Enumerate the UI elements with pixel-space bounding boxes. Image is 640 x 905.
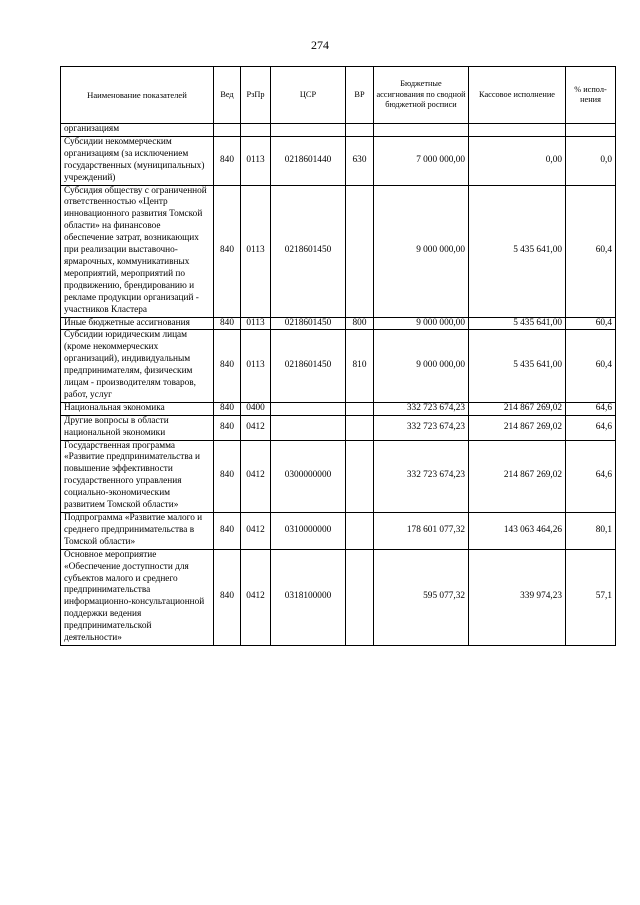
cell-name: Субсидии юридическим лицам (кроме некоммерческих организаций), индивидуальным предпринимателям, физическим лицам - производителям товаров, работ, услуг [61, 330, 214, 402]
cell-vr [346, 402, 374, 415]
cell-name: Субсидия обществу с ограниченной ответственностью «Центр инновационного развития Томской области» на финансовое обеспечение затрат, возникающих при реализации выставочно-ярмарочных, коммуникативных мероприятий, мероприятий по продвижению, брендированию и рекламе продукции организаций - участников Кластера [61, 185, 214, 317]
cell-ved: 840 [214, 513, 241, 550]
cell-rzpr: 0113 [241, 330, 271, 402]
column-header-budget: Бюджетные ассигнования по сводной бюджетной росписи [374, 67, 469, 124]
cell-cash: 214 867 269,02 [469, 402, 566, 415]
column-header-vr: ВР [346, 67, 374, 124]
cell-rzpr: 0412 [241, 415, 271, 440]
cell-cash: 339 974,23 [469, 549, 566, 645]
cell-csr: 0318100000 [271, 549, 346, 645]
table-row [61, 440, 616, 512]
cell-budget: 595 077,32 [374, 549, 469, 645]
table-row [61, 330, 616, 402]
cell-name: организациям [61, 124, 214, 137]
column-header-rzpr: РзПр [241, 67, 271, 124]
cell-vr [346, 513, 374, 550]
column-header-csr: ЦСР [271, 67, 346, 124]
column-header-name: Наименование показателей [61, 67, 214, 124]
cell-percent: 64,6 [566, 440, 616, 512]
cell-rzpr: 0412 [241, 549, 271, 645]
cell-rzpr: 0113 [241, 185, 271, 317]
table-row [61, 124, 616, 137]
cell-csr: 0300000000 [271, 440, 346, 512]
cell-ved: 840 [214, 136, 241, 185]
cell-budget [374, 124, 469, 137]
cell-csr: 0218601450 [271, 330, 346, 402]
cell-cash: 214 867 269,02 [469, 440, 566, 512]
cell-vr [346, 549, 374, 645]
page-number: 274 [311, 38, 329, 52]
cell-vr [346, 440, 374, 512]
table-row [61, 549, 616, 645]
table-body [61, 124, 616, 646]
cell-name: Иные бюджетные ассигнования [61, 317, 214, 330]
table-row [61, 402, 616, 415]
cell-csr: 0218601440 [271, 136, 346, 185]
cell-budget: 332 723 674,23 [374, 440, 469, 512]
cell-percent: 60,4 [566, 185, 616, 317]
cell-percent: 0,0 [566, 136, 616, 185]
cell-budget: 7 000 000,00 [374, 136, 469, 185]
cell-cash: 5 435 641,00 [469, 185, 566, 317]
cell-vr: 630 [346, 136, 374, 185]
cell-ved: 840 [214, 440, 241, 512]
cell-name: Подпрограмма «Развитие малого и среднего предпринимательства в Томской области» [61, 513, 214, 550]
cell-percent [566, 124, 616, 137]
table-header-row [61, 67, 616, 124]
cell-ved: 840 [214, 549, 241, 645]
cell-rzpr: 0400 [241, 402, 271, 415]
cell-csr [271, 124, 346, 137]
cell-budget: 332 723 674,23 [374, 415, 469, 440]
cell-vr [346, 185, 374, 317]
cell-cash: 143 063 464,26 [469, 513, 566, 550]
table-row [61, 136, 616, 185]
cell-name: Основное мероприятие «Обеспечение доступности для субъектов малого и среднего предпринимательства информационно-консультационной поддержки ведения предпринимательской деятельности» [61, 549, 214, 645]
cell-name: Субсидии некоммерческим организациям (за исключением государственных (муниципальных) учреждений) [61, 136, 214, 185]
cell-cash: 214 867 269,02 [469, 415, 566, 440]
cell-ved: 840 [214, 402, 241, 415]
cell-cash: 5 435 641,00 [469, 317, 566, 330]
cell-rzpr: 0113 [241, 136, 271, 185]
table-row [61, 415, 616, 440]
cell-ved: 840 [214, 185, 241, 317]
cell-ved: 840 [214, 330, 241, 402]
cell-name: Другие вопросы в области национальной экономики [61, 415, 214, 440]
table-row [61, 185, 616, 317]
cell-rzpr: 0412 [241, 513, 271, 550]
cell-percent: 64,6 [566, 415, 616, 440]
column-header-percent: % испол-нения [566, 67, 616, 124]
cell-cash: 5 435 641,00 [469, 330, 566, 402]
cell-percent: 60,4 [566, 317, 616, 330]
budget-execution-table [60, 66, 616, 646]
cell-percent: 64,6 [566, 402, 616, 415]
cell-vr: 800 [346, 317, 374, 330]
cell-vr: 810 [346, 330, 374, 402]
cell-name: Государственная программа «Развитие предпринимательства и повышение эффективности государственного управления социально-экономическим развитием Томской области» [61, 440, 214, 512]
cell-ved: 840 [214, 317, 241, 330]
cell-name: Национальная экономика [61, 402, 214, 415]
column-header-ved: Вед [214, 67, 241, 124]
column-header-cash: Кассовое исполнение [469, 67, 566, 124]
cell-budget: 332 723 674,23 [374, 402, 469, 415]
cell-csr [271, 415, 346, 440]
cell-cash: 0,00 [469, 136, 566, 185]
cell-ved [214, 124, 241, 137]
cell-cash [469, 124, 566, 137]
cell-vr [346, 415, 374, 440]
cell-rzpr: 0412 [241, 440, 271, 512]
cell-rzpr: 0113 [241, 317, 271, 330]
cell-vr [346, 124, 374, 137]
table-row [61, 513, 616, 550]
cell-budget: 9 000 000,00 [374, 330, 469, 402]
cell-csr [271, 402, 346, 415]
cell-budget: 9 000 000,00 [374, 317, 469, 330]
cell-percent: 80,1 [566, 513, 616, 550]
cell-budget: 9 000 000,00 [374, 185, 469, 317]
cell-budget: 178 601 077,32 [374, 513, 469, 550]
cell-csr: 0310000000 [271, 513, 346, 550]
table-row [61, 317, 616, 330]
cell-percent: 57,1 [566, 549, 616, 645]
cell-percent: 60,4 [566, 330, 616, 402]
cell-csr: 0218601450 [271, 317, 346, 330]
cell-csr: 0218601450 [271, 185, 346, 317]
cell-rzpr [241, 124, 271, 137]
cell-ved: 840 [214, 415, 241, 440]
